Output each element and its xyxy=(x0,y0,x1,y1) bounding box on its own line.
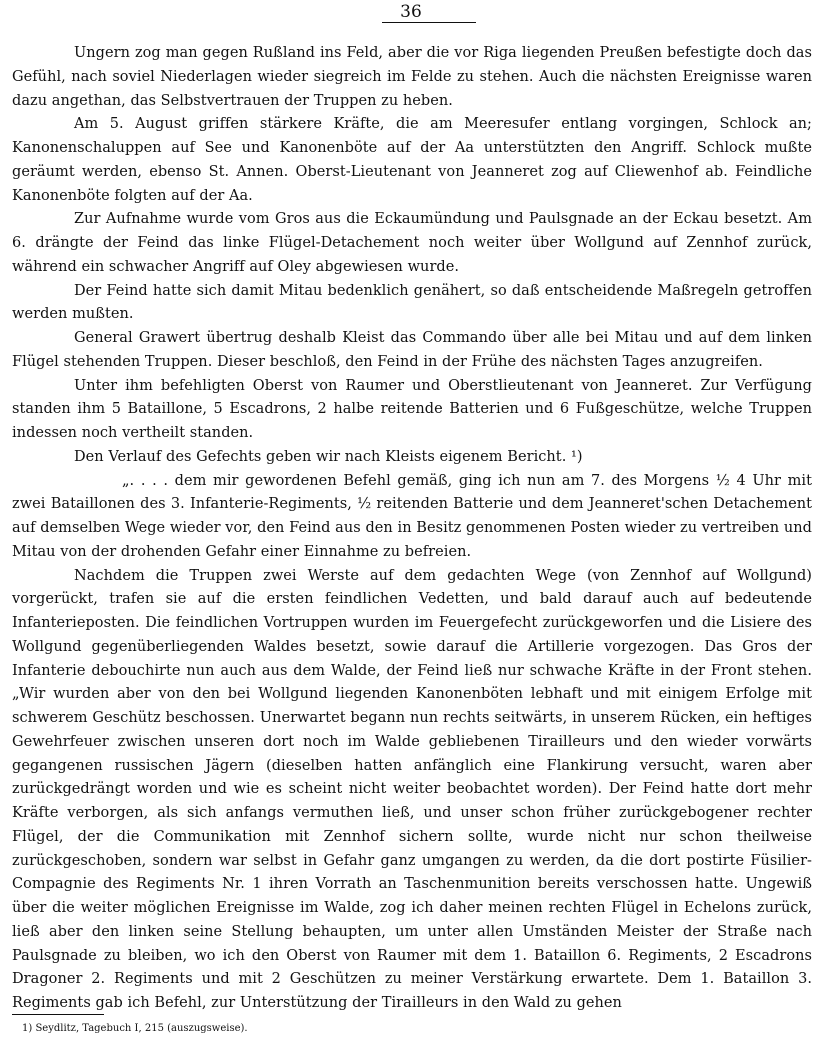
body-text xyxy=(12,42,812,1016)
paragraph: Der Feind hatte sich damit Mitau bedenklich genähert, so daß entscheidende Maßregeln getroffen werden mußten. xyxy=(12,282,812,323)
paragraph: Zur Aufnahme wurde vom Gros aus die Eckaumündung und Paulsgnade an der Eckau besetzt. Am 6. drängte der Feind das linke Flügel-Detachement noch weiter über Wollgund auf Zennhof zurück, während ein schwacher Angriff auf Oley abgewiesen wurde. xyxy=(12,211,812,275)
paragraph: Unter ihm befehligten Oberst von Raumer und Oberstlieutenant von Jeanneret. Zur Verfügung standen ihm 5 Bataillone, 5 Escadrons, 2 halbe reitende Batterien und 6 Fußgeschütze, welche Truppen indessen noch vertheilt standen. xyxy=(12,377,812,441)
quote-paragraph: Nachdem die Truppen zwei Werste auf dem gedachten Wege (von Zennhof auf Wollgund) vorgerückt, trafen sie auf die ersten feindlichen Vedetten, und bald darauf auch auf bedeutende Infanterieposten. Die feindlichen Vortruppen wurden im Feuergefecht zurückgeworfen und die Lisiere des Wollgund gegenüberliegenden Waldes besetzt, sowie darauf die Artillerie vorgezogen. Das Gros der Infanterie debouchirte nun auch aus dem Walde, der Feind ließ nur schwache Kräfte in der Front stehen. „Wir wurden aber von den bei Wollgund liegenden Kanonenböten lebhaft und mit einigem Erfolge mit schwerem Geschütz beschossen. Unerwartet begann nun rechts seitwärts, in unserem Rücken, ein heftiges Gewehrfeuer zwischen unseren dort noch im Walde gebliebenen Tirailleurs und den wieder vorwärts gegangenen russischen Jägern (dieselben hatten anfänglich eine Flankirung versucht, waren aber zurückgedrängt worden und wie es scheint nicht weiter beobachtet worden). Der Feind hatte dort mehr Kräfte verborgen, als sich anfangs vermuthen ließ, und unser schon früher zurückgebogener rechter Flügel, der die Communikation mit Zennhof sichern sollte, wurde nicht nur schon theilweise zurückgeschoben, sondern war selbst in Gefahr ganz umgangen zu werden, da die dort postirte Füsilier-Compagnie des Regiments Nr. 1 ihren Vorrath an Taschenmunition bereits verschossen hatte. Ungewiß über die weiter möglichen Ereignisse im Walde, zog ich daher meinen rechten Flügel in Echelons zurück, ließ aber den linken seine Stellung behaupten, um unter allen Umständen Meister der Straße nach Paulsgnade zu bleiben, wo ich den Oberst von Raumer mit dem 1. Bataillon 6. Regiments, 2 Escadrons Dragoner 2. Regiments und mit 2 Geschützen zu meiner Verstärkung erwartete. Dem 1. Bataillon 3. Regiments gab ich Befehl, zur Unterstützung der Tirailleurs in den Wald zu gehen xyxy=(12,567,812,1011)
paragraph: Den Verlauf des Gefechts geben wir nach Kleists eigenem Bericht. ¹) xyxy=(74,448,583,465)
footnote-rule xyxy=(12,1014,104,1015)
quote-paragraph: „. . . . dem mir gewordenen Befehl gemäß, ging ich nun am 7. des Morgens ½ 4 Uhr mit zwei Bataillonen des 3. Infanterie-Regiments, ½ reitenden Batterie und dem Jeanneret'schen Detachement auf demselben Wege wieder vor, den Feind aus den in Besitz genommenen Posten wieder zu vertreiben und Mitau von der drohenden Gefahr einer Einnahme zu befreien. xyxy=(12,472,812,560)
page-number: 36 xyxy=(400,2,422,22)
paragraph: General Grawert übertrug deshalb Kleist das Commando über alle bei Mitau und auf dem linken Flügel stehenden Truppen. Dieser beschloß, den Feind in der Frühe des nächsten Tages anzugreifen. xyxy=(12,330,812,370)
paragraph: Ungern zog man gegen Rußland ins Feld, aber die vor Riga liegenden Preußen befestigte doch das Gefühl, nach soviel Niederlagen wieder siegreich im Felde zu stehen. Auch die nächsten Ereignisse waren dazu angethan, das Selbstvertrauen der Truppen zu heben. xyxy=(12,45,812,109)
paragraph: Am 5. August griffen stärkere Kräfte, die am Meeresufer entlang vorgingen, Schlock an; Kanonenschaluppen auf See und Kanonenböte auf der Aa unterstützten den Angriff. Schlock mußte geräumt werden, ebenso St. Annen. Oberst-Lieutenant von Jeanneret zog auf Cliewenhof ab. Feindliche Kanonenböte folgten auf der Aa. xyxy=(12,116,812,204)
header-rule xyxy=(382,22,476,23)
footnote: 1) Seydlitz, Tagebuch I, 215 (auszugsweise). xyxy=(22,1023,248,1034)
